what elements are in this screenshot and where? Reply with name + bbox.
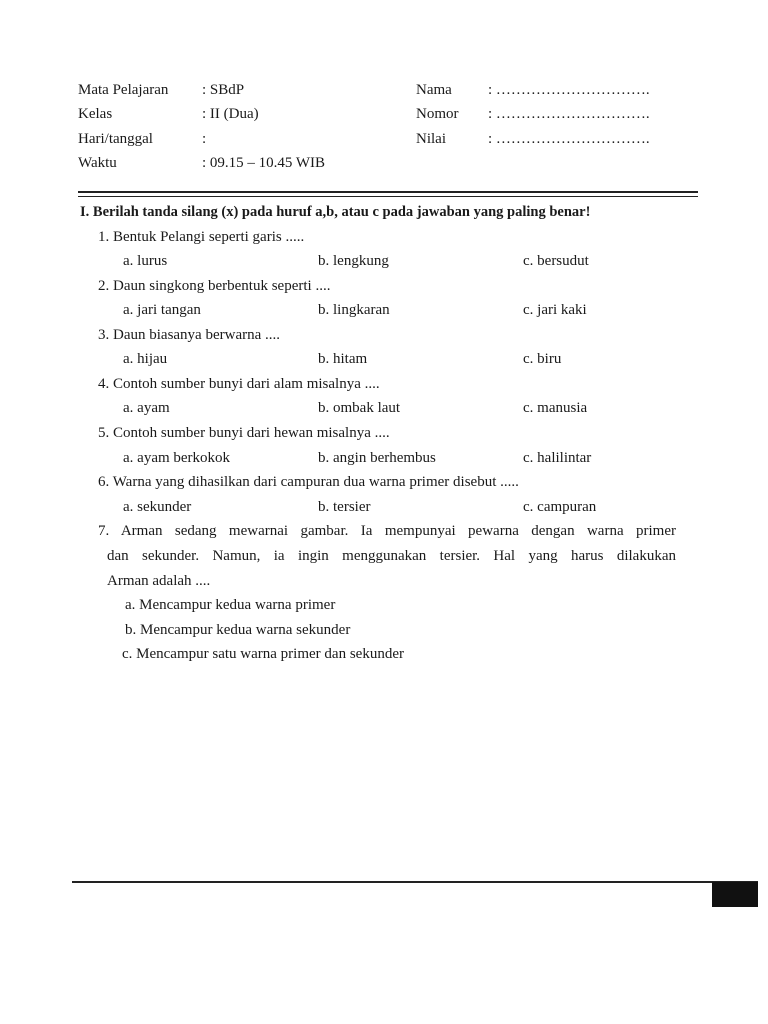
page-number-block bbox=[712, 882, 758, 907]
name-label: Nama bbox=[416, 82, 452, 98]
option-7a: a. Mencampur kedua warna primer bbox=[125, 597, 336, 613]
option-4b: b. ombak laut bbox=[318, 400, 401, 416]
option-1c: c. bersudut bbox=[523, 253, 589, 269]
header-divider-top bbox=[78, 191, 698, 193]
option-4c: c. manusia bbox=[523, 400, 588, 416]
option-1a: a. lurus bbox=[123, 253, 168, 269]
date-label: Hari/tanggal bbox=[78, 131, 153, 147]
question-6: 6. Warna yang dihasilkan dari campuran dua warna primer disebut ..... bbox=[98, 474, 519, 490]
date-value: : bbox=[202, 131, 207, 147]
option-2a: a. jari tangan bbox=[123, 302, 201, 318]
number-label: Nomor bbox=[416, 106, 459, 122]
time-label: Waktu bbox=[78, 155, 117, 171]
question-7-line-2: dan sekunder. Namun, ia ingin menggunakan tersier. Hal yang harus dilakukan bbox=[107, 548, 676, 564]
subject-value: : SBdP bbox=[202, 82, 245, 98]
footer-divider bbox=[72, 881, 758, 883]
question-5: 5. Contoh sumber bunyi dari hewan misalnya .... bbox=[98, 425, 390, 441]
name-field: : …………………………. bbox=[488, 82, 650, 98]
option-3a: a. hijau bbox=[123, 351, 168, 367]
option-5b: b. angin berhembus bbox=[318, 450, 436, 466]
score-label: Nilai bbox=[416, 131, 446, 147]
option-5c: c. halilintar bbox=[523, 450, 592, 466]
subject-label: Mata Pelajaran bbox=[78, 82, 169, 98]
option-3b: b. hitam bbox=[318, 351, 368, 367]
option-6b: b. tersier bbox=[318, 499, 371, 515]
option-7c: c. Mencampur satu warna primer dan sekunder bbox=[122, 646, 404, 662]
option-5a: a. ayam berkokok bbox=[123, 450, 231, 466]
class-value: : II (Dua) bbox=[202, 106, 259, 122]
question-7-line-3: Arman adalah .... bbox=[107, 573, 211, 589]
header-divider-bottom bbox=[78, 196, 698, 197]
section-title: I. Berilah tanda silang (x) pada huruf a,b, atau c pada jawaban yang paling benar! bbox=[80, 204, 591, 220]
option-1b: b. lengkung bbox=[318, 253, 389, 269]
question-7-line-1: 7. Arman sedang mewarnai gambar. Ia mempunyai pewarna dengan warna primer bbox=[98, 523, 676, 539]
number-field: : …………………………. bbox=[488, 106, 650, 122]
question-1: 1. Bentuk Pelangi seperti garis ..... bbox=[98, 229, 305, 245]
option-2c: c. jari kaki bbox=[523, 302, 587, 318]
option-6c: c. campuran bbox=[523, 499, 597, 515]
option-2b: b. lingkaran bbox=[318, 302, 390, 318]
option-6a: a. sekunder bbox=[123, 499, 192, 515]
question-2: 2. Daun singkong berbentuk seperti .... bbox=[98, 278, 331, 294]
option-7b: b. Mencampur kedua warna sekunder bbox=[125, 622, 351, 638]
option-3c: c. biru bbox=[523, 351, 562, 367]
class-label: Kelas bbox=[78, 106, 113, 122]
time-value: : 09.15 – 10.45 WIB bbox=[202, 155, 326, 171]
question-3: 3. Daun biasanya berwarna .... bbox=[98, 327, 281, 343]
question-4: 4. Contoh sumber bunyi dari alam misalnya .... bbox=[98, 376, 380, 392]
score-field: : …………………………. bbox=[488, 131, 650, 147]
option-4a: a. ayam bbox=[123, 400, 170, 416]
